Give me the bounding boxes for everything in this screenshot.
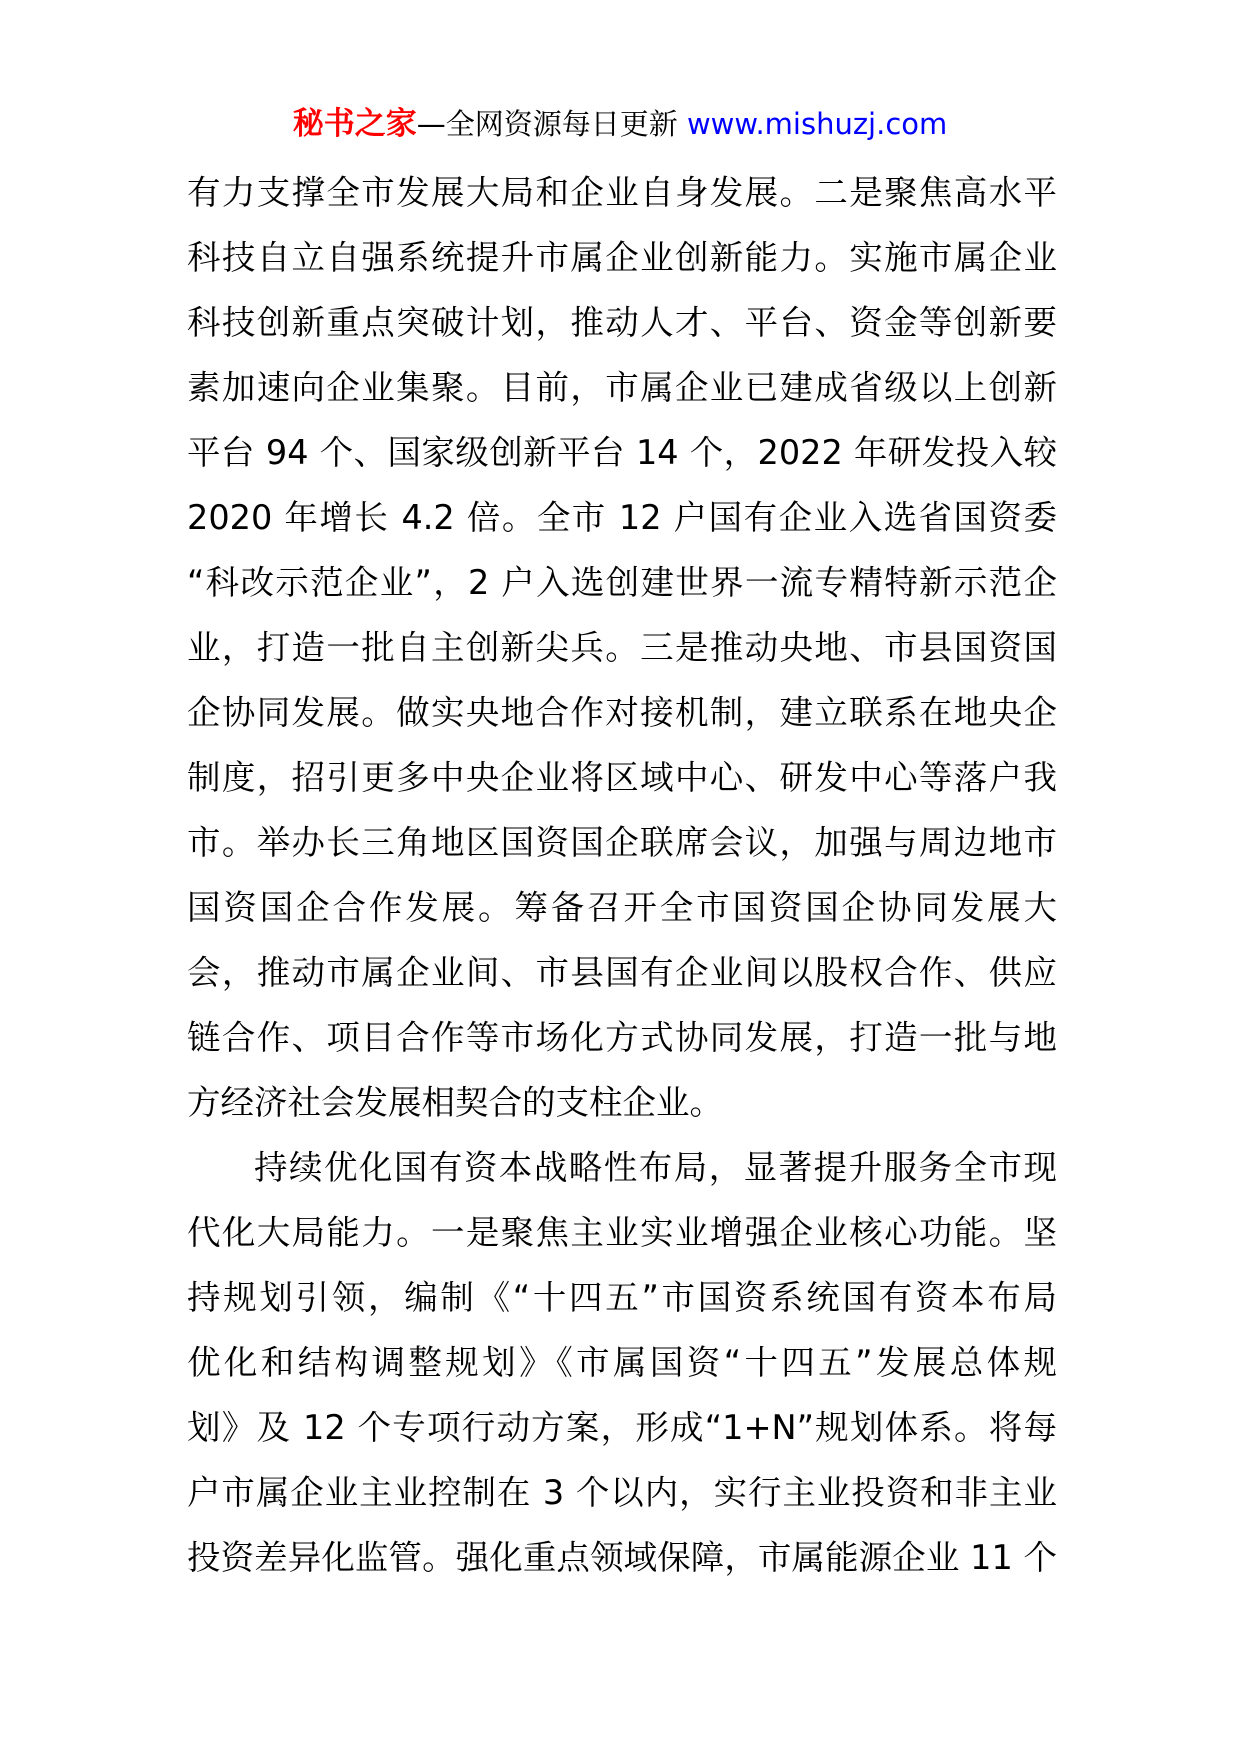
text-line: 有力支撑全市发展大局和企业自身发展。二是聚焦高水平 <box>187 173 1057 212</box>
text-line: 平台 94 个、国家级创新平台 14 个，2022 年研发投入较 <box>187 433 1057 472</box>
text-line: 代化大局能力。一是聚焦主业实业增强企业核心功能。坚 <box>187 1213 1057 1252</box>
text-line: 会，推动市属企业间、市县国有企业间以股权合作、供应 <box>187 953 1057 992</box>
text-line: “科改示范企业”，2 户入选创建世界一流专精特新示范企 <box>187 563 1057 602</box>
document-body <box>187 160 1057 1590</box>
website-link[interactable]: www.mishuzj.com <box>686 107 948 141</box>
text-line: 素加速向企业集聚。目前，市属企业已建成省级以上创新 <box>187 368 1057 407</box>
text-line: 优化和结构调整规划》《市属国资“十四五”发展总体规 <box>187 1343 1057 1382</box>
page-header <box>0 102 1240 146</box>
text-line: 市。举办长三角地区国资国企联席会议，加强与周边地市 <box>187 823 1057 862</box>
paragraph-start-line: 持续优化国有资本战略性布局，显著提升服务全市现 <box>254 1148 1057 1187</box>
text-line: 户市属企业主业控制在 3 个以内，实行主业投资和非主业 <box>187 1473 1057 1512</box>
text-line: 科技创新重点突破计划，推动人才、平台、资金等创新要 <box>187 303 1057 342</box>
paragraph-end-line: 方经济社会发展相契合的支柱企业。 <box>187 1083 723 1122</box>
text-line: 科技自立自强系统提升市属企业创新能力。实施市属企业 <box>187 238 1057 277</box>
brand-name: 秘书之家 <box>292 106 417 142</box>
text-line: 划》及 12 个专项行动方案，形成“1+N”规划体系。将每 <box>187 1408 1057 1447</box>
text-line: 业，打造一批自主创新尖兵。三是推动央地、市县国资国 <box>187 628 1057 667</box>
text-line: 链合作、项目合作等市场化方式协同发展，打造一批与地 <box>187 1018 1057 1057</box>
text-line: 持规划引领，编制《“十四五”市国资系统国有资本布局 <box>187 1278 1057 1317</box>
text-line: 投资差异化监管。强化重点领域保障，市属能源企业 11 个 <box>187 1538 1057 1577</box>
text-line: 国资国企合作发展。筹备召开全市国资国企协同发展大 <box>187 888 1057 927</box>
text-line: 制度，招引更多中央企业将区域中心、研发中心等落户我 <box>187 758 1057 797</box>
header-tagline: —全网资源每日更新 <box>416 107 678 141</box>
text-line: 2020 年增长 4.2 倍。全市 12 户国有企业入选省国资委 <box>187 498 1057 537</box>
text-line: 企协同发展。做实央地合作对接机制，建立联系在地央企 <box>187 693 1057 732</box>
